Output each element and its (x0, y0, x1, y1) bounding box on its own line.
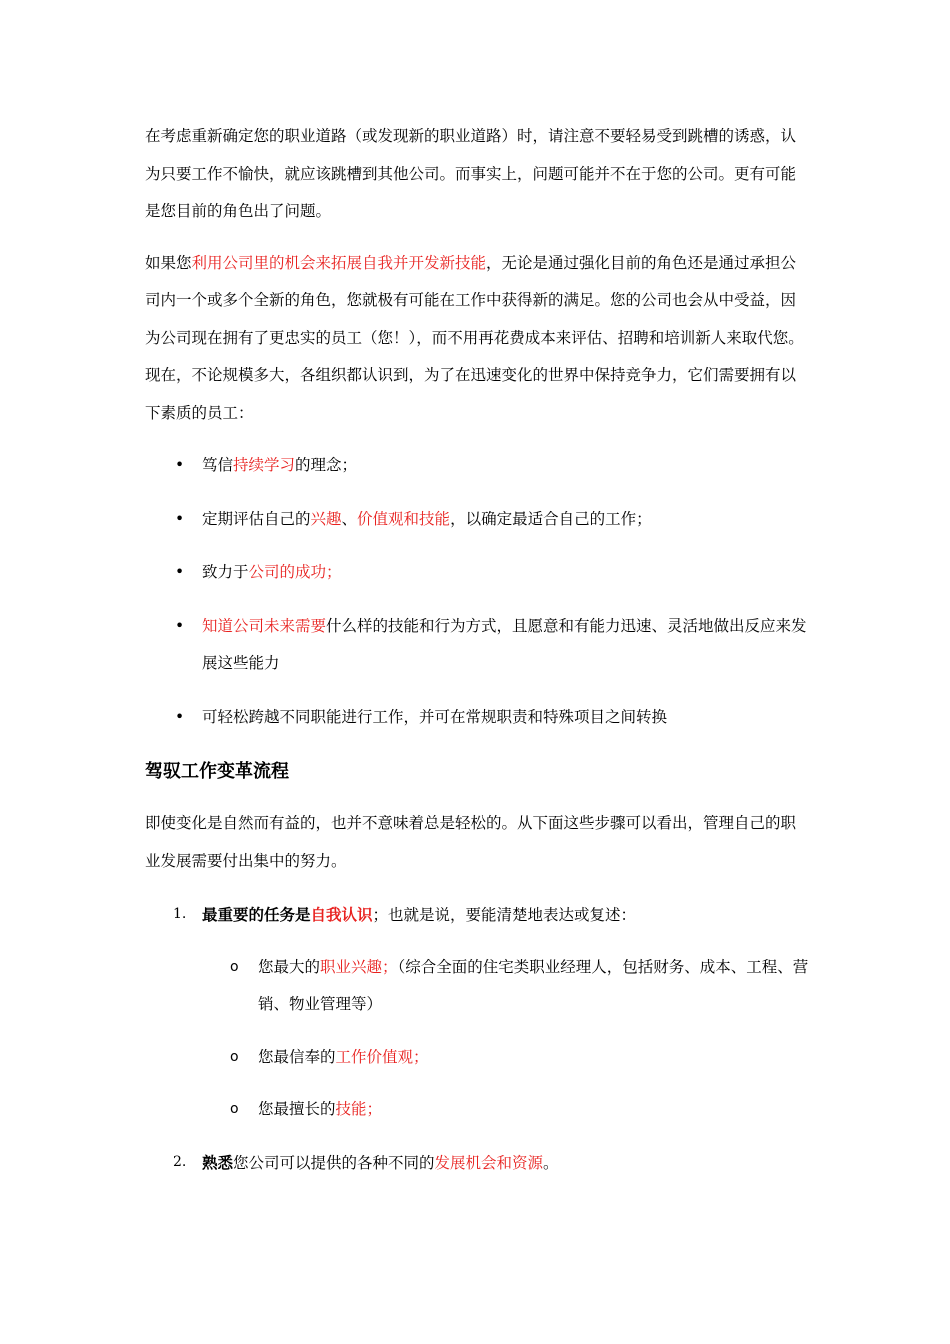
step-bold-text: 最重要的任务是 (202, 905, 311, 924)
document-page (145, 118, 810, 1196)
step-number: 1. (173, 906, 187, 922)
bullet-highlight: 持续学习 (233, 456, 296, 474)
bullet-highlight: 价值观和技能 (357, 509, 451, 528)
section-heading: 驾驭工作变革流程 (145, 761, 289, 782)
circle-bullet-icon: o (230, 1101, 239, 1117)
paragraph-career-path: 在考虑重新确定您的职业道路（或发现新的职业道路）时，请注意不要轻易受到跳槽的诱惑，认为只要工作不愉快，就应该跳槽到其他公司。而事实上，问题可能并不在于您的公司。更有可能是您目前的角色出了问题。 (145, 127, 797, 220)
step-text: 您公司可以提供的各种不同的 (233, 1153, 435, 1172)
sub-list-item (202, 1091, 810, 1129)
step-highlight: 发展机会和资源 (434, 1153, 544, 1172)
list-item (145, 608, 810, 683)
bullet-icon: • (175, 456, 185, 474)
step-bold-text: 熟悉 (202, 1152, 234, 1172)
sub-item-highlight: 职业兴趣； (320, 957, 398, 976)
sub-item-highlight: 工作价值观； (335, 1047, 429, 1066)
para2-highlight: 利用公司里的机会来拓展自我并开发新技能 (191, 253, 487, 272)
bullet-text: 、 (341, 509, 358, 528)
list-item (145, 554, 810, 592)
employee-qualities-list (145, 447, 810, 736)
sub-item-text: 您最信奉的 (258, 1047, 336, 1066)
circle-bullet-icon: o (230, 958, 239, 975)
bullet-highlight: 公司的成功； (248, 563, 342, 581)
sub-item-text: 您最擅长的 (258, 1100, 336, 1118)
bullet-text: 的理念； (295, 456, 358, 474)
bullet-text: 什么样的技能和行为方式，且愿意和有能力迅速、灵活地做出反应来发展这些能力 (202, 616, 807, 672)
bullet-icon: • (175, 707, 185, 726)
sub-item-text: （综合全面的住宅类职业经理人，包括财务、成本、工程、营销、物业管理等） (258, 957, 809, 1013)
step-item (145, 1144, 810, 1183)
bullet-highlight: 兴趣 (310, 509, 342, 528)
para2-text-c: ，无论是通过强化目前的角色还是通过承担公司内一个或多个全新的角色，您就极有可能在工作中获得新的满足。您的公司也会从中受益，因为公司现在拥有了更忠实的员工（您！），而不用再花费成本来评估、招聘和培训新人来取代您。现在，不论规模多大，各组织都认识到，为了在迅速变化的世界中保持竞争力，它们需要拥有以下素质的员工： (145, 253, 804, 422)
paragraph-change-intro: 即使变化是自然而有益的，也并不意味着总是轻松的。从下面这些步骤可以看出，管理自己的职业发展需要付出集中的努力。 (145, 814, 797, 870)
list-item (145, 501, 810, 539)
bullet-icon: • (175, 563, 185, 581)
step-text: ；也就是说，要能清楚地表达或复述： (372, 906, 637, 924)
self-knowledge-sublist (202, 949, 810, 1129)
step-number: 2. (173, 1153, 187, 1170)
list-item (145, 447, 810, 485)
bullet-text: 可轻松跨越不同职能进行工作，并可在常规职责和特殊项目之间转换 (202, 707, 668, 726)
sub-list-item (202, 949, 810, 1024)
circle-bullet-icon: o (230, 1048, 239, 1065)
bullet-icon: • (175, 616, 185, 635)
steps-list (145, 896, 810, 1182)
bullet-text: 定期评估自己的 (202, 509, 311, 528)
bullet-highlight: 知道公司未来需要 (202, 616, 327, 635)
step-text-end: 。 (543, 1153, 559, 1172)
bullet-text: 致力于 (202, 563, 249, 581)
bullet-icon: • (175, 509, 185, 528)
step-item (145, 896, 810, 1129)
sub-item-text: 您最大的 (258, 957, 321, 976)
step-bold-highlight: 自我认识 (310, 905, 373, 924)
para2-text-a: 如果您 (145, 253, 192, 272)
bullet-text: ，以确定最适合自己的工作； (450, 509, 652, 528)
paragraph-company-opportunities (145, 245, 810, 433)
bullet-text: 笃信 (202, 456, 234, 474)
list-item (145, 699, 810, 737)
sub-item-highlight: 技能； (335, 1100, 383, 1118)
sub-list-item (202, 1039, 810, 1077)
